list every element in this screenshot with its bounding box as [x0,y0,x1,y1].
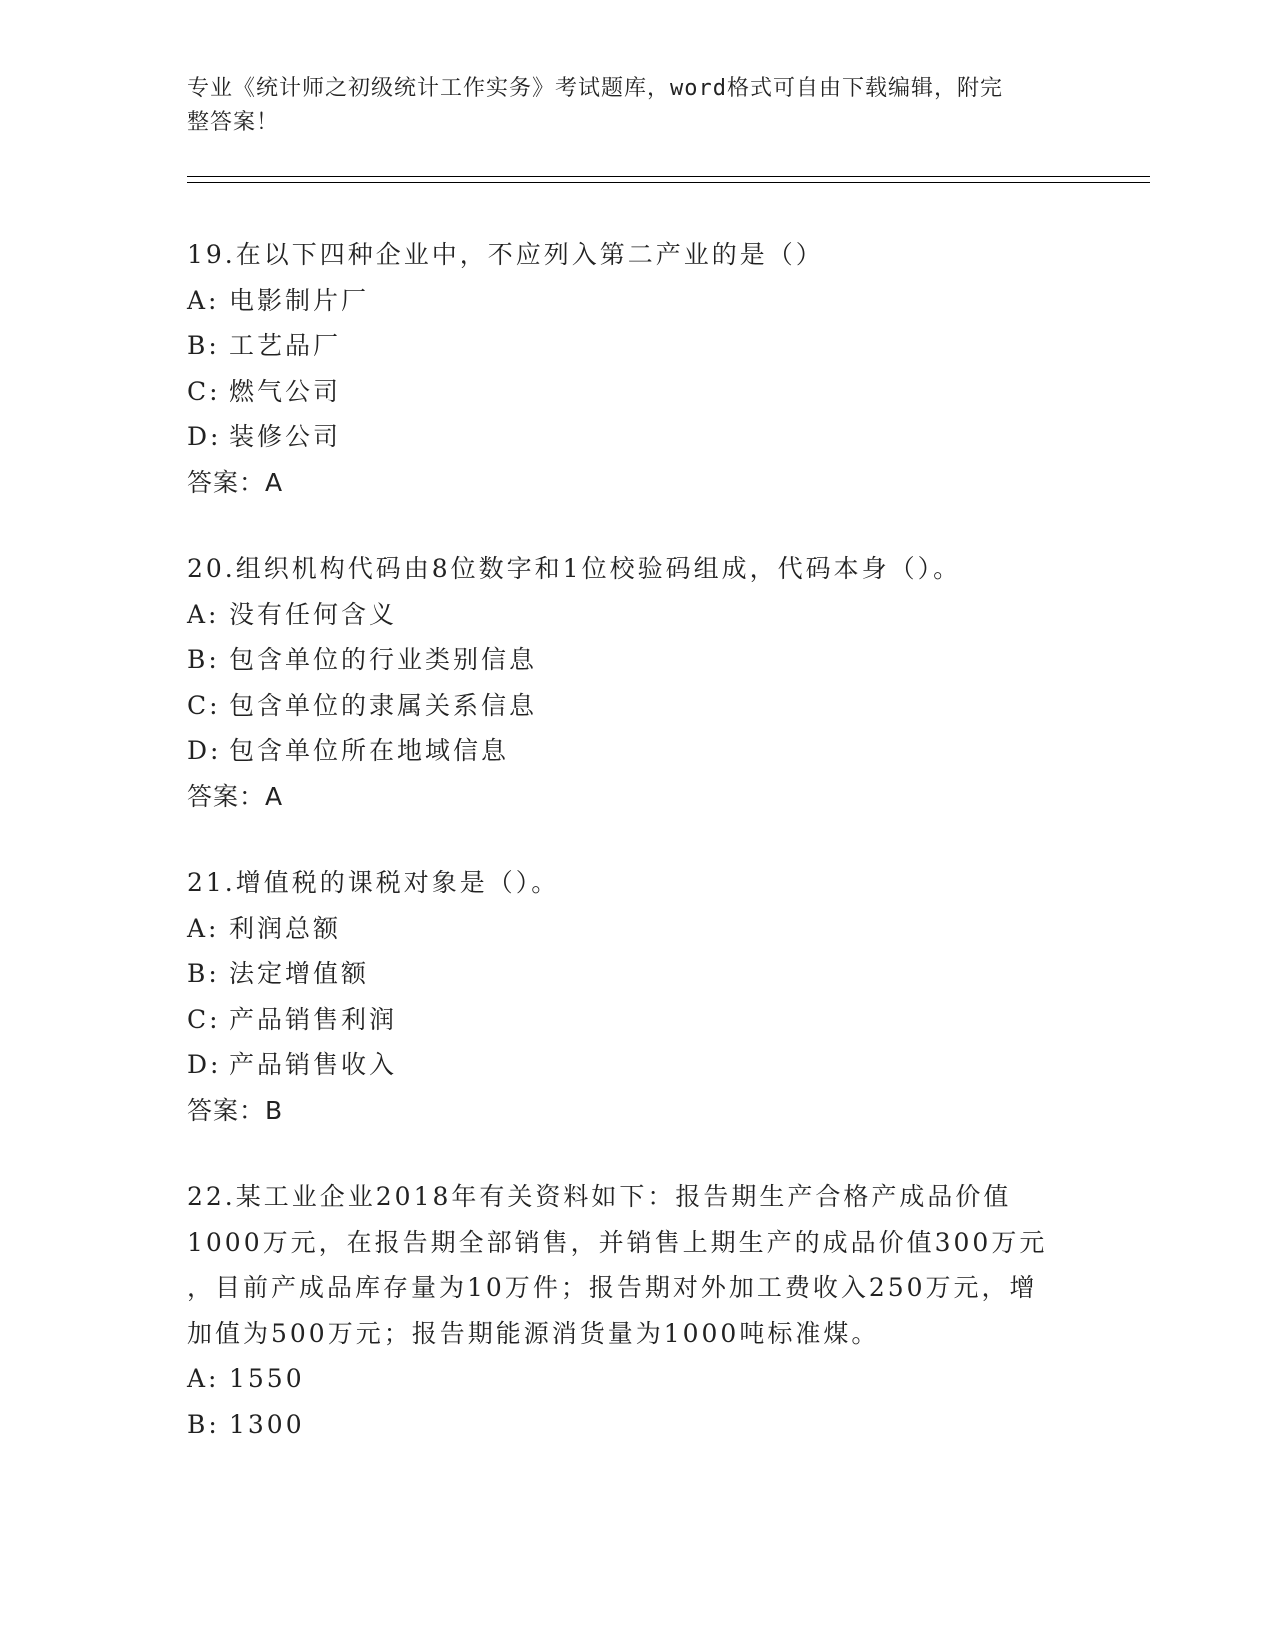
option-c [187,369,1087,415]
option-d [187,414,1087,460]
option-text: 包含单位的隶属关系信息 [229,690,538,720]
option-label: A: [187,599,220,629]
option-label: D: [187,422,222,451]
option-c [187,683,1087,729]
option-a [187,592,1087,638]
option-c [187,997,1087,1043]
option-label: A: [187,1364,220,1393]
option-label: D: [187,1050,222,1079]
document-header [187,72,1067,140]
option-label: A: [187,285,220,315]
header-line-1: 专业《统计师之初级统计工作实务》考试题库，word格式可自由下载编辑，附完 [187,76,1003,101]
question-stem: 19.在以下四种企业中，不应列入第二产业的是（） [187,240,824,269]
option-b [187,1402,1087,1448]
option-label: C: [187,690,221,720]
option-text: 法定增值额 [229,959,370,988]
option-text: 燃气公司 [229,376,342,406]
option-b [187,323,1087,369]
option-d [187,1042,1087,1088]
option-text: 包含单位所在地域信息 [229,736,510,765]
question-20 [187,546,1087,819]
question-22 [187,1174,1087,1447]
option-label: C: [187,376,221,406]
question-stem: 21.增值税的课税对象是（）。 [187,868,560,897]
option-label: A: [187,913,220,943]
option-b [187,637,1087,683]
option-label: B: [187,1409,220,1439]
option-a [187,906,1087,952]
question-list [187,232,1087,1488]
option-text: 利润总额 [229,913,342,943]
option-a [187,1356,1087,1402]
question-stem-line: 1000万元，在报告期全部销售，并销售上期生产的成品价值300万元 [187,1227,1048,1257]
option-a [187,278,1087,324]
header-divider-top [187,176,1150,177]
question-stem-line: 加值为500万元；报告期能源消货量为1000吨标准煤。 [187,1318,880,1348]
option-label: D: [187,736,222,765]
option-text: 产品销售利润 [229,1004,398,1034]
question-19 [187,232,1087,505]
option-text: 没有任何含义 [229,599,398,629]
option-b [187,951,1087,997]
answer: 答案：A [187,781,284,811]
question-stem-line: ，目前产成品库存量为10万件；报告期对外加工费收入250万元，增 [187,1273,1038,1302]
question-stem-line: 22.某工业企业2018年有关资料如下：报告期生产合格产成品价值 [187,1182,1012,1211]
option-label: B: [187,959,220,988]
option-text: 1300 [229,1409,305,1439]
question-21 [187,860,1087,1133]
question-stem: 20.组织机构代码由8位数字和1位校验码组成，代码本身（）。 [187,554,962,583]
header-divider-bottom [187,182,1150,183]
header-line-2: 整答案！ [187,110,280,135]
option-text: 包含单位的行业类别信息 [229,645,538,674]
answer: 答案：B [187,1095,284,1125]
option-text: 电影制片厂 [229,285,370,315]
option-label: B: [187,331,220,360]
option-text: 装修公司 [229,422,342,451]
option-d [187,728,1087,774]
option-text: 工艺品厂 [229,331,342,360]
option-label: B: [187,645,220,674]
option-text: 产品销售收入 [229,1050,398,1079]
answer: 答案：A [187,467,284,497]
option-text: 1550 [229,1364,305,1393]
option-label: C: [187,1004,221,1034]
